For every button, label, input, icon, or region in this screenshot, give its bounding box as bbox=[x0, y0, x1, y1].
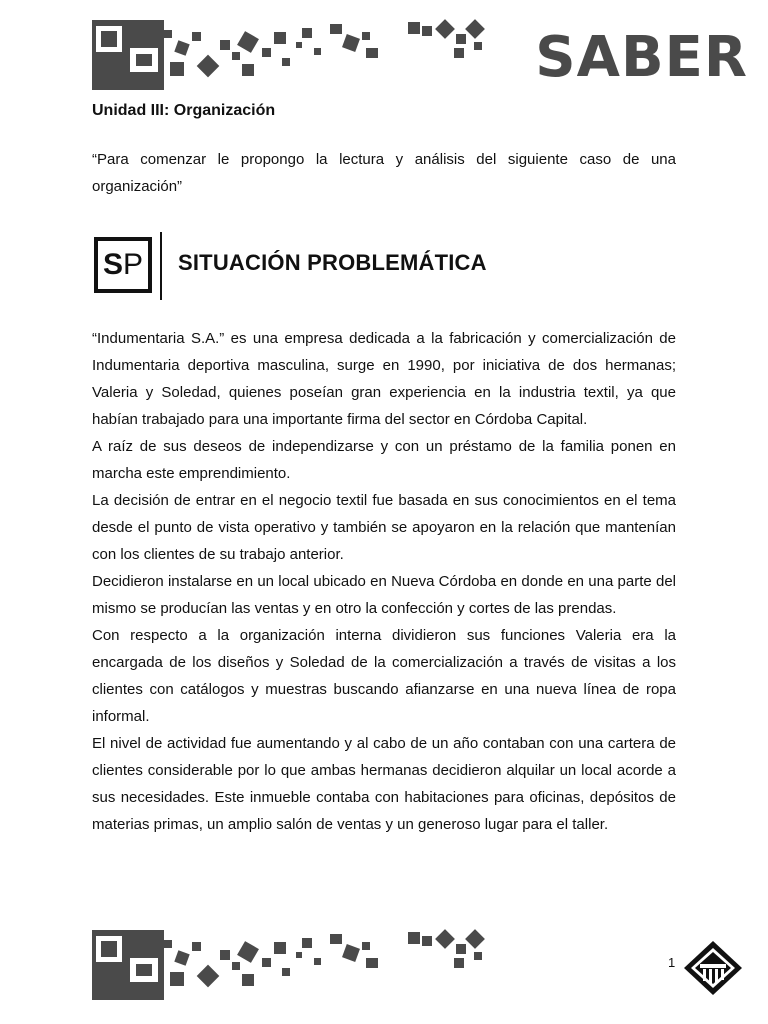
body-paragraph: El nivel de actividad fue aumentando y al cabo de un año contaban con una cartera de clientes considerable por lo que ambas hermanas decidieron alquilar un local acorde a sus necesidades. Este inmueble contaba con habitaciones para oficinas, depósitos de materias primas, un amplio salón de ventas y un generoso lugar para el taller. bbox=[92, 735, 676, 833]
sp-badge-p: P bbox=[123, 248, 144, 281]
page-number: 1 bbox=[668, 955, 676, 970]
footer-decoration bbox=[92, 928, 522, 1002]
brand-logo-text: SABER bbox=[535, 25, 748, 90]
institution-logo-icon bbox=[682, 940, 744, 996]
unit-title: Unidad III: Organización bbox=[92, 102, 276, 119]
body-paragraph: La decisión de entrar en el negocio textil fue basada en sus conocimientos en el tema desde el punto de vista operativo y también se apoyaron en la relación que mantenían con los clientes de su trabajo anterior. bbox=[92, 492, 676, 563]
body-paragraph: “Indumentaria S.A.” es una empresa dedicada a la fabricación y comercialización de Indumentaria deportiva masculina, surge en 1990, por iniciativa de dos hermanas; Valeria y Soledad, quienes poseían gran experiencia en la industria textil, ya que habían trabajado para una importante firma del sector en Córdoba Capital. bbox=[92, 330, 676, 428]
body-paragraph: Decidieron instalarse en un local ubicado en Nueva Córdoba en donde en una parte del mismo se producían las ventas y en otro la confección y cortes de las prendas. bbox=[92, 573, 676, 617]
case-body bbox=[92, 325, 676, 838]
body-paragraph: Con respecto a la organización interna dividieron sus funciones Valeria era la encargada de los diseños y Soledad de la comercialización a través de visitas a los clientes con catálogos y muestras buscando afianzarse en una nueva línea de ropa informal. bbox=[92, 627, 676, 725]
body-paragraph: A raíz de sus deseos de independizarse y con un préstamo de la familia ponen en marcha este emprendimiento. bbox=[92, 438, 676, 482]
section-title: SITUACIÓN PROBLEMÁTICA bbox=[178, 250, 487, 275]
intro-paragraph: “Para comenzar le propongo la lectura y análisis del siguiente caso de una organización” bbox=[92, 151, 676, 195]
section-divider bbox=[160, 232, 162, 300]
pixel-pattern-graphic bbox=[92, 928, 522, 1002]
sp-badge-icon bbox=[94, 237, 152, 293]
section-header bbox=[92, 232, 676, 302]
sp-badge-s: S bbox=[102, 248, 123, 281]
